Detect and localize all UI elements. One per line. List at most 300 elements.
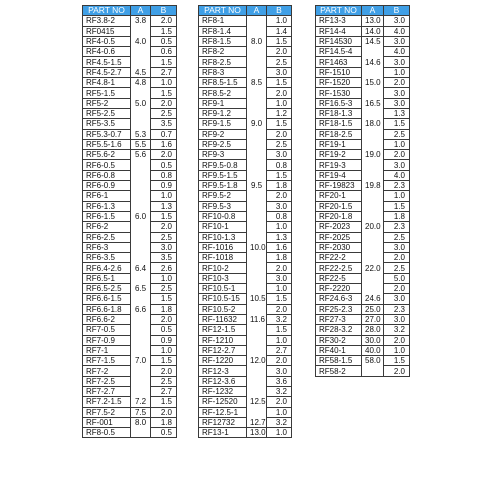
table-row — [316, 139, 410, 149]
table-row — [83, 345, 177, 355]
a-value-cell — [247, 273, 267, 283]
table-row — [83, 407, 177, 417]
b-value-cell: 1.5 — [267, 36, 292, 46]
part-no-cell: RF7-0.5 — [83, 325, 131, 335]
header-row — [316, 6, 410, 16]
a-value-cell — [131, 160, 151, 170]
a-value-cell — [131, 119, 151, 129]
table-row — [199, 232, 292, 242]
table-row — [199, 294, 292, 304]
b-value-cell: 3.6 — [267, 376, 292, 386]
part-no-cell: RF4-0.6 — [83, 47, 131, 57]
table-row — [83, 397, 177, 407]
a-value-cell — [247, 47, 267, 57]
part-no-cell: RF6.5-1 — [83, 273, 131, 283]
table-row — [199, 366, 292, 376]
b-value-cell: 0.9 — [151, 335, 177, 345]
a-value-cell: 12.5 — [247, 397, 267, 407]
table-row — [199, 57, 292, 67]
part-no-cell: RF20-1.8 — [316, 211, 362, 221]
table-row — [83, 314, 177, 324]
b-value-cell: 2.6 — [151, 263, 177, 273]
part-no-cell: RF20-1 — [316, 191, 362, 201]
table-row — [199, 345, 292, 355]
table-row — [83, 242, 177, 252]
b-value-cell: 2.0 — [267, 191, 292, 201]
b-value-cell: 1.0 — [267, 335, 292, 345]
b-value-cell: 2.5 — [267, 57, 292, 67]
table-row — [316, 304, 410, 314]
a-value-cell: 11.6 — [247, 314, 267, 324]
table-row — [199, 304, 292, 314]
table-row — [199, 376, 292, 386]
part-no-cell: RF5-2.5 — [83, 108, 131, 118]
part-no-cell: RF9-1 — [199, 98, 247, 108]
part-no-cell: RF-11632 — [199, 314, 247, 324]
a-value-cell — [247, 108, 267, 118]
part-no-cell: RF10.5-2 — [199, 304, 247, 314]
table-row — [83, 191, 177, 201]
part-no-cell: RF8-1 — [199, 16, 247, 26]
b-value-cell: 2.0 — [384, 253, 410, 263]
a-value-cell — [362, 88, 384, 98]
table-row — [83, 139, 177, 149]
a-value-cell: 13.0 — [247, 428, 267, 438]
table-row — [83, 211, 177, 221]
table-row — [316, 67, 410, 77]
b-value-cell: 3.2 — [267, 417, 292, 427]
b-value-cell: 1.2 — [267, 108, 292, 118]
b-value-cell: 1.5 — [384, 201, 410, 211]
part-no-cell: RF9.5-2 — [199, 191, 247, 201]
b-value-cell: 0.7 — [151, 129, 177, 139]
part-no-cell: RF-19823 — [316, 181, 362, 191]
part-no-cell: RF40-1 — [316, 345, 362, 355]
table-row — [83, 36, 177, 46]
a-value-cell — [247, 284, 267, 294]
part-no-cell: RF-1520 — [316, 78, 362, 88]
part-no-cell: RF-12520 — [199, 397, 247, 407]
a-value-cell — [247, 345, 267, 355]
b-value-cell: 3.5 — [151, 119, 177, 129]
part-no-cell: RF6.6-1.5 — [83, 294, 131, 304]
b-value-cell: 1.5 — [151, 26, 177, 36]
b-value-cell: 2.5 — [151, 284, 177, 294]
b-value-cell: 1.5 — [267, 325, 292, 335]
part-no-cell: RF6-1.3 — [83, 201, 131, 211]
b-value-cell: 2.7 — [267, 345, 292, 355]
table-row — [83, 108, 177, 118]
table-row — [316, 191, 410, 201]
part-no-cell: RF6.5-2.5 — [83, 284, 131, 294]
b-value-cell: 1.0 — [384, 139, 410, 149]
part-no-cell: RF9.5-3 — [199, 201, 247, 211]
b-value-cell: 1.0 — [267, 428, 292, 438]
part-no-cell: RF9-3 — [199, 150, 247, 160]
b-value-cell: 2.0 — [267, 47, 292, 57]
a-value-cell: 40.0 — [362, 345, 384, 355]
part-no-cell: RF12-1.5 — [199, 325, 247, 335]
part-no-cell: RF8-3 — [199, 67, 247, 77]
part-no-cell: RF12732 — [199, 417, 247, 427]
a-value-cell — [247, 253, 267, 263]
b-value-cell: 2.0 — [384, 78, 410, 88]
a-value-cell: 14.6 — [362, 57, 384, 67]
part-no-cell: RF7-1.5 — [83, 356, 131, 366]
part-no-cell: RF14530 — [316, 36, 362, 46]
b-value-cell: 3.2 — [267, 314, 292, 324]
table-body — [199, 16, 292, 438]
table-row — [199, 78, 292, 88]
b-value-cell: 2.0 — [384, 335, 410, 345]
b-value-cell: 1.8 — [267, 253, 292, 263]
table-row — [83, 325, 177, 335]
table-row — [199, 314, 292, 324]
part-no-cell: RF6-1 — [83, 191, 131, 201]
part-no-cell: RF12-3 — [199, 366, 247, 376]
b-value-cell: 1.0 — [267, 222, 292, 232]
b-value-cell: 1.6 — [267, 242, 292, 252]
table-row — [199, 47, 292, 57]
table-row — [199, 273, 292, 283]
part-no-cell: RF5.6-2 — [83, 150, 131, 160]
table-row — [83, 170, 177, 180]
part-no-cell: RF-1018 — [199, 253, 247, 263]
b-value-cell: 3.0 — [384, 57, 410, 67]
a-value-cell — [247, 263, 267, 273]
table-row — [199, 386, 292, 396]
part-no-cell: RF-12.5-1 — [199, 407, 247, 417]
table-row — [316, 232, 410, 242]
part-no-cell: RF6.4-2.6 — [83, 263, 131, 273]
b-value-cell: 3.0 — [384, 294, 410, 304]
header-a: A — [247, 6, 267, 16]
a-value-cell — [362, 284, 384, 294]
b-value-cell: 1.0 — [384, 67, 410, 77]
a-value-cell — [131, 366, 151, 376]
b-value-cell: 2.0 — [151, 16, 177, 26]
table-row — [83, 181, 177, 191]
b-value-cell: 0.8 — [267, 160, 292, 170]
table-row — [83, 304, 177, 314]
a-value-cell — [131, 26, 151, 36]
b-value-cell: 1.6 — [151, 139, 177, 149]
b-value-cell: 2.0 — [151, 314, 177, 324]
a-value-cell: 6.5 — [131, 284, 151, 294]
b-value-cell: 3.0 — [267, 67, 292, 77]
part-no-cell: RF14.5-4 — [316, 47, 362, 57]
b-value-cell: 3.0 — [384, 98, 410, 108]
a-value-cell — [247, 57, 267, 67]
table-row — [316, 181, 410, 191]
table-row — [316, 47, 410, 57]
table-row — [316, 314, 410, 324]
a-value-cell — [131, 345, 151, 355]
b-value-cell: 1.0 — [151, 345, 177, 355]
a-value-cell — [362, 201, 384, 211]
parts-table-1 — [82, 5, 177, 438]
part-no-cell: RF7-0.9 — [83, 335, 131, 345]
table-row — [83, 335, 177, 345]
table-row — [199, 16, 292, 26]
b-value-cell: 3.2 — [384, 325, 410, 335]
a-value-cell — [362, 366, 384, 376]
table-row — [199, 139, 292, 149]
b-value-cell: 1.8 — [267, 181, 292, 191]
a-value-cell — [131, 428, 151, 438]
b-value-cell: 2.0 — [151, 366, 177, 376]
b-value-cell: 1.5 — [267, 294, 292, 304]
table-row — [199, 253, 292, 263]
part-no-cell: RF6-2.5 — [83, 232, 131, 242]
part-no-cell: RF8.5-1.5 — [199, 78, 247, 88]
b-value-cell: 1.5 — [267, 78, 292, 88]
a-value-cell: 7.5 — [131, 407, 151, 417]
a-value-cell — [247, 386, 267, 396]
b-value-cell: 1.5 — [267, 119, 292, 129]
a-value-cell — [247, 211, 267, 221]
part-no-cell: RF7.5-2 — [83, 407, 131, 417]
a-value-cell — [247, 335, 267, 345]
b-value-cell: 1.3 — [267, 232, 292, 242]
part-no-cell: RF10.5-1 — [199, 284, 247, 294]
b-value-cell: 2.0 — [267, 88, 292, 98]
part-no-cell: RF0415 — [83, 26, 131, 36]
part-no-cell: RF18-1.5 — [316, 119, 362, 129]
table-row — [83, 150, 177, 160]
b-value-cell: 1.0 — [267, 16, 292, 26]
table-row — [316, 242, 410, 252]
table-row — [83, 67, 177, 77]
header-part-no: PART NO — [199, 6, 247, 16]
table-row — [199, 335, 292, 345]
b-value-cell: 2.3 — [384, 181, 410, 191]
part-no-cell: RF22-5 — [316, 273, 362, 283]
a-value-cell: 4.8 — [131, 78, 151, 88]
table-row — [83, 47, 177, 57]
part-no-cell: RF5.3-0.7 — [83, 129, 131, 139]
table-row — [316, 160, 410, 170]
table-row — [83, 57, 177, 67]
a-value-cell: 27.0 — [362, 314, 384, 324]
table-row — [199, 417, 292, 427]
table-row — [83, 263, 177, 273]
b-value-cell: 0.5 — [151, 160, 177, 170]
a-value-cell — [247, 129, 267, 139]
header-row — [83, 6, 177, 16]
a-value-cell — [131, 57, 151, 67]
a-value-cell: 5.5 — [131, 139, 151, 149]
part-no-cell: RF9-1.2 — [199, 108, 247, 118]
b-value-cell: 2.0 — [384, 366, 410, 376]
a-value-cell — [247, 222, 267, 232]
a-value-cell: 16.5 — [362, 98, 384, 108]
part-no-cell: RF6-3.5 — [83, 253, 131, 263]
table-row — [316, 36, 410, 46]
a-value-cell: 24.6 — [362, 294, 384, 304]
a-value-cell: 14.5 — [362, 36, 384, 46]
table-row — [199, 356, 292, 366]
part-no-cell: RF9.5-1.5 — [199, 170, 247, 180]
a-value-cell — [247, 170, 267, 180]
table-row — [316, 356, 410, 366]
part-no-cell: RF-1016 — [199, 242, 247, 252]
table-row — [316, 57, 410, 67]
b-value-cell: 2.3 — [384, 222, 410, 232]
part-no-cell: RF-001 — [83, 417, 131, 427]
b-value-cell: 2.5 — [384, 263, 410, 273]
header-a: A — [362, 6, 384, 16]
b-value-cell: 3.5 — [151, 253, 177, 263]
a-value-cell — [362, 108, 384, 118]
a-value-cell — [362, 191, 384, 201]
part-no-cell: RF10-1.3 — [199, 232, 247, 242]
a-value-cell — [362, 67, 384, 77]
part-no-cell: RF7-2.7 — [83, 386, 131, 396]
table-row — [199, 160, 292, 170]
table-row — [316, 129, 410, 139]
part-no-cell: RF16.5-3 — [316, 98, 362, 108]
b-value-cell: 1.0 — [384, 345, 410, 355]
table-row — [316, 284, 410, 294]
b-value-cell: 0.8 — [267, 211, 292, 221]
b-value-cell: 2.0 — [151, 150, 177, 160]
a-value-cell — [131, 314, 151, 324]
table-body — [83, 16, 177, 438]
b-value-cell: 1.8 — [151, 304, 177, 314]
b-value-cell: 3.0 — [267, 150, 292, 160]
a-value-cell: 6.0 — [131, 211, 151, 221]
b-value-cell: 1.8 — [384, 211, 410, 221]
table-row — [83, 417, 177, 427]
b-value-cell: 0.8 — [151, 170, 177, 180]
b-value-cell: 1.8 — [151, 417, 177, 427]
table-row — [199, 325, 292, 335]
a-value-cell — [362, 139, 384, 149]
b-value-cell: 1.0 — [267, 98, 292, 108]
part-no-cell: RF8-1.4 — [199, 26, 247, 36]
table-row — [199, 397, 292, 407]
table-row — [83, 294, 177, 304]
table-row — [316, 119, 410, 129]
part-no-cell: RF10-3 — [199, 273, 247, 283]
b-value-cell: 1.0 — [267, 284, 292, 294]
a-value-cell — [362, 273, 384, 283]
a-value-cell — [131, 201, 151, 211]
part-no-cell: RF6-0.9 — [83, 181, 131, 191]
table-row — [316, 335, 410, 345]
a-value-cell — [131, 325, 151, 335]
table-row — [316, 88, 410, 98]
part-no-cell: RF6-0.5 — [83, 160, 131, 170]
part-no-cell: RF6-3 — [83, 242, 131, 252]
b-value-cell: 2.5 — [151, 232, 177, 242]
a-value-cell — [247, 407, 267, 417]
b-value-cell: 1.0 — [384, 191, 410, 201]
b-value-cell: 3.2 — [267, 386, 292, 396]
a-value-cell — [131, 88, 151, 98]
a-value-cell: 4.0 — [131, 36, 151, 46]
a-value-cell: 5.6 — [131, 150, 151, 160]
table-row — [199, 201, 292, 211]
table-row — [316, 201, 410, 211]
a-value-cell — [247, 232, 267, 242]
table-row — [316, 253, 410, 263]
b-value-cell: 2.5 — [267, 139, 292, 149]
part-no-cell: RF1463 — [316, 57, 362, 67]
table-row — [199, 284, 292, 294]
a-value-cell: 7.0 — [131, 356, 151, 366]
part-no-cell: RF4.5-1.5 — [83, 57, 131, 67]
a-value-cell — [362, 242, 384, 252]
b-value-cell: 1.5 — [151, 88, 177, 98]
part-no-cell: RF6-2 — [83, 222, 131, 232]
table-row — [199, 119, 292, 129]
part-no-cell: RF8-2.5 — [199, 57, 247, 67]
part-no-cell: RF5.5-1.6 — [83, 139, 131, 149]
table-row — [83, 119, 177, 129]
b-value-cell: 2.5 — [384, 232, 410, 242]
a-value-cell — [131, 273, 151, 283]
table-row — [199, 242, 292, 252]
part-no-cell: RF9.5-0.8 — [199, 160, 247, 170]
part-no-cell: RF8.5-2 — [199, 88, 247, 98]
a-value-cell — [362, 211, 384, 221]
b-value-cell: 1.5 — [151, 57, 177, 67]
table-row — [316, 78, 410, 88]
part-no-cell: RF13-3 — [316, 16, 362, 26]
part-no-cell: RF-1210 — [199, 335, 247, 345]
part-no-cell: RF9.5-1.8 — [199, 181, 247, 191]
a-value-cell — [131, 335, 151, 345]
a-value-cell: 6.4 — [131, 263, 151, 273]
b-value-cell: 3.0 — [384, 160, 410, 170]
a-value-cell — [247, 191, 267, 201]
b-value-cell: 1.5 — [384, 119, 410, 129]
b-value-cell: 3.0 — [151, 242, 177, 252]
table-row — [83, 78, 177, 88]
b-value-cell: 1.3 — [151, 201, 177, 211]
table-row — [316, 325, 410, 335]
a-value-cell — [247, 88, 267, 98]
part-no-cell: RF10.5-15 — [199, 294, 247, 304]
table-row — [316, 98, 410, 108]
a-value-cell — [247, 366, 267, 376]
part-no-cell: RF8-1.5 — [199, 36, 247, 46]
table-row — [316, 222, 410, 232]
b-value-cell: 3.0 — [384, 242, 410, 252]
table-row — [83, 26, 177, 36]
a-value-cell: 25.0 — [362, 304, 384, 314]
a-value-cell: 8.5 — [247, 78, 267, 88]
part-no-cell: RF12-2.7 — [199, 345, 247, 355]
table-row — [83, 160, 177, 170]
a-value-cell: 19.8 — [362, 181, 384, 191]
part-no-cell: RF-1220 — [199, 356, 247, 366]
a-value-cell: 28.0 — [362, 325, 384, 335]
part-no-cell: RF-1232 — [199, 386, 247, 396]
table-body — [316, 16, 410, 376]
table-row — [83, 201, 177, 211]
part-no-cell: RF5-1.5 — [83, 88, 131, 98]
a-value-cell: 13.0 — [362, 16, 384, 26]
a-value-cell — [247, 304, 267, 314]
b-value-cell: 1.5 — [151, 294, 177, 304]
part-no-cell: RF4.5-2.7 — [83, 67, 131, 77]
a-value-cell: 12.7 — [247, 417, 267, 427]
b-value-cell: 0.5 — [151, 325, 177, 335]
a-value-cell: 12.0 — [247, 356, 267, 366]
